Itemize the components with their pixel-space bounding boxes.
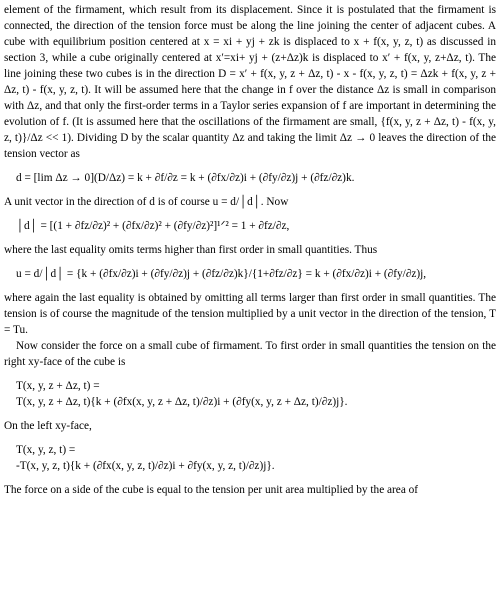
paragraph-unit-vector: A unit vector in the direction of d is of course u = d/│d│. Now [4,196,289,208]
paragraph-first-order: where the last equality omits terms higher than first order in small quantities. Thus [4,244,378,256]
paragraph-tension: where again the last equality is obtained by omitting all terms larger than first order in small quantities. The tension is of course the magnitude of the tension multiplied by a unit vector in the direction of the tension, T = Tu. [4,292,496,336]
paragraph-left-face: On the left xy-face, [4,420,92,432]
paragraph-displacement: element of the firmament, which result from its displacement. Since it is postulated that the firmament is connected, the direction of the tension force must be along the line joining the center of adjacent cubes. A cube with equilibrium position centered at x = xi + yj + zk is displaced to x + f(x, y, z, t) as discussed in section 3, while a cube originally centered at x′=xi+ yj + (z+Δz)k is displaced to x′ + f(x, y, z+Δz, t). The line joining these two cubes is in the direction D = x′ + f(x, y, z + Δz, t) - x - f(x, y, z, t) = Δzk + f(x, y, z + Δz, t) - f(x, y, z, t). It will be assumed here that the change in f over the distance Δz is small in comparison with Δz, and that only the first-order terms in a Taylor series expansion of f are important in determining the evolution of f. (It is assumed here that the oscillations of the firmament are small, {f(x, y, z + Δz, t) - f(x, y, z, t)}/Δz << 1). Dividing D by the scalar quantity Δz and taking the limit Δz → 0 leaves the direction of the tension vector as [4,4,496,160]
equation-unit-vector-u: u = d/│d│ = {k + (∂fx/∂z)i + (∂fy/∂z)j + (∂fz/∂z)k}/{1+∂fz/∂z} = k + (∂fx/∂z)i + (∂fy/∂z)j, [16,268,427,280]
paragraph-force-cube: Now consider the force on a small cube of firmament. To first order in small quantities the tension on the right xy-face of the cube is [4,340,496,368]
paragraph-force-side: The force on a side of the cube is equal to the tension per unit area multiplied by the area of [4,484,419,496]
equation-left-face-lhs: T(x, y, z, t) = [16,444,76,456]
equation-magnitude-d: │d│ = [(1 + ∂fz/∂z)² + (∂fx/∂z)² + (∂fy/∂z)²]¹ᐟ² = 1 + ∂fz/∂z, [16,220,290,232]
equation-right-face-rhs: T(x, y, z + Δz, t){k + (∂fx(x, y, z + Δz, t)/∂z)i + (∂fy(x, y, z + Δz, t)/∂z)j}. [16,396,348,408]
equation-direction-d: d = [lim Δz → 0](D/Δz) = k + ∂f/∂z = k + (∂fx/∂z)i + (∂fy/∂z)j + (∂fz/∂z)k. [16,172,355,184]
equation-left-face-rhs: -T(x, y, z, t){k + (∂fx(x, y, z, t)/∂z)i + ∂fy(x, y, z, t)/∂z)j}. [16,460,275,472]
equation-right-face-lhs: T(x, y, z + Δz, t) = [16,380,100,392]
